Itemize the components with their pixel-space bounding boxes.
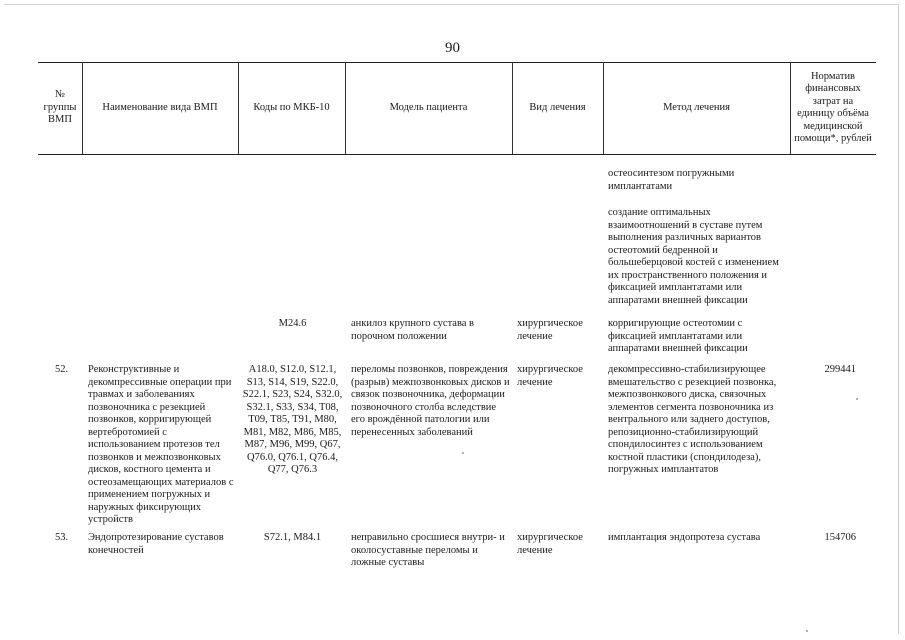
method-cell: остеосинтезом погружными имплантатами (608, 168, 735, 192)
treatment-cell: хирургическое лечение (517, 364, 583, 388)
norm-cell: 154706 (824, 532, 856, 543)
header-group: № группы ВМП (43, 89, 77, 126)
model-cell: переломы позвонков, повреждения (разрыв) межпозвонковых дисков и связок позвоночника, деформации позвоночного столба вследствие его врождённой патологии или перенесенных заболеваний (351, 364, 510, 438)
header-method: Метод лечения (663, 101, 730, 113)
method-cell: декомпрессивно-стабилизирующее вмешательство с резекцией позвонка, межпозвонкового диска, связочных элементов сегмента позвоночника из вентрального или заднего доступов, репозиционно-стабилизирующий спондилосинтез с использованием костной пластики (спондилодеза), погружных имплантатов (608, 364, 777, 475)
page-number: 90 (445, 40, 460, 56)
codes-cell: A18.0, S12.0, S12.1, S13, S14, S19, S22.0, S22.1, S23, S24, S32.0, S32.1, S33, S34, T08, T09, T85, T91, M80, M81, M82, M86, M85, M87, M96, M99, Q67, Q76.0, Q76.1, Q76.4, Q77, Q76.3 (242, 364, 343, 475)
method-cell: имплантация эндопротеза сустава (608, 532, 761, 543)
scan-speck (462, 452, 464, 454)
vmp-name-cell: Эндопротезирование суставов конечностей (88, 532, 224, 556)
header-model: Модель пациента (389, 101, 468, 113)
codes-cell: M24.6 (278, 318, 307, 329)
codes-cell: S72.1, M84.1 (263, 532, 322, 543)
treatment-cell: хирургическое лечение (517, 318, 583, 342)
method-cell: создание оптимальных взаимоотношений в суставе путем выполнения различных вариантов остеотомий бедренной и большеберцовой костей с изменением их пространственного положения и фиксацией имплантатами или аппаратами внешней фиксации (608, 207, 779, 306)
vmp-name-cell: Реконструктивные и декомпрессивные операции при травмах и заболеваниях позвоночника с резекцией позвонков, корригирующей вертебротомией с использованием протезов тел позвонков и межпозвонковых дисков, костного цемента и остеозамещающих материалов с применением погружных и наружных фиксирующих устройств (88, 364, 234, 525)
model-cell: анкилоз крупного сустава в порочном положении (351, 318, 475, 342)
group-number: 52. (55, 364, 69, 375)
scan-speck (806, 630, 808, 632)
norm-cell: 299441 (824, 364, 856, 375)
method-cell: корригирующие остеотомии с фиксацией имплантатами или аппаратами внешней фиксации (608, 318, 748, 354)
treatment-cell: хирургическое лечение (517, 532, 583, 556)
header-bottom-line (38, 154, 876, 155)
header-codes: Коды по МКБ-10 (253, 101, 330, 113)
group-number: 53. (55, 532, 69, 543)
model-cell: неправильно сросшиеся внутри- и околосуставные переломы и ложные суставы (351, 532, 505, 568)
header-treatment: Вид лечения (529, 101, 586, 113)
scan-speck (856, 398, 858, 400)
header-norm: Норматив финансовых затрат на единицу объёма медицинской помощи*, рублей (794, 70, 872, 144)
header-name: Наименование вида ВМП (102, 101, 218, 113)
